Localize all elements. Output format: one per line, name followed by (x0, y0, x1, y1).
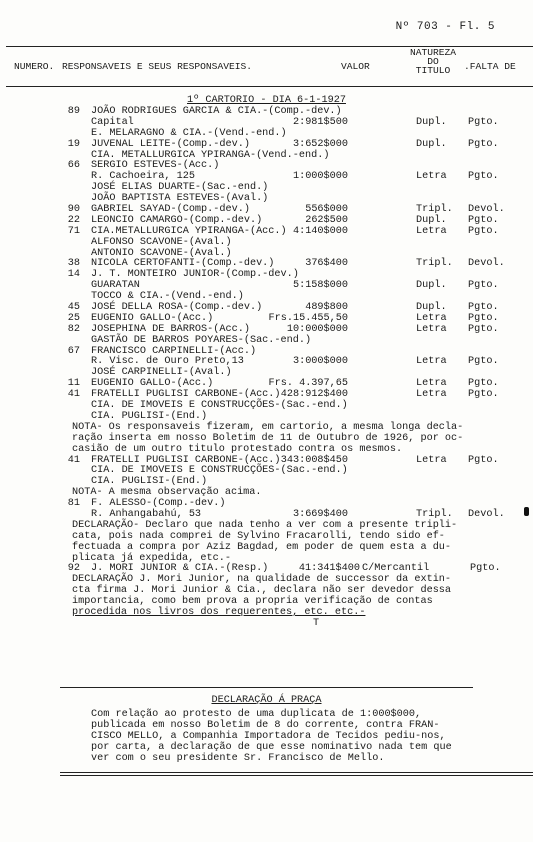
row-text: JOÃO RODRIGUES GARCIA & CIA.-(Comp.-dev.) (91, 106, 342, 117)
row-text: JOSÉ CARPINELLI-(Aval.) (91, 367, 232, 379)
row-number: 25 (67, 312, 80, 324)
row-value: 556$000 (305, 204, 348, 216)
row-text: JUVENAL LEITE-(Comp.-dev.) (91, 138, 250, 150)
section-rule (60, 687, 473, 688)
row-text: GUARATAN (91, 280, 140, 292)
row-titulo: Letra (416, 225, 447, 237)
row-number: 92 (67, 563, 80, 575)
row-number: 11 (67, 378, 80, 390)
praca-line: CISCO MELLO, a Companhia Importadora de Tecidos pediu-nos, (91, 731, 446, 742)
row-text: CIA. DE IMOVEIS E CONSTRUCÇÕES-(Sac.-end.) (91, 400, 348, 412)
row-text: EUGENIO GALLO-(Acc.) (91, 312, 214, 324)
row-value: 4:140$000 (292, 225, 348, 237)
declaracao-2-line: importancia, como bem prova a propria verificação de contas (72, 596, 433, 608)
table-row (0, 357, 533, 368)
row-titulo: Letra (416, 389, 447, 401)
row-value: 2:981$500 (292, 116, 348, 128)
nota-2: NOTA- A mesma observação acima. (72, 487, 262, 499)
table-row (0, 161, 533, 172)
row-text: J. MORI JUNIOR & CIA.-(Resp.) (91, 563, 269, 575)
row-falta: Pgto. (468, 171, 499, 183)
t-mark: T (313, 617, 320, 629)
header-natureza-line3: TITULO (415, 65, 451, 76)
row-falta: Pgto. (468, 138, 499, 150)
row-text: CIA. METALLURGICA YPIRANGA-(Vend.-end.) (91, 149, 330, 161)
row-text: ANTONIO SCAVONE-(Aval.) (91, 247, 232, 259)
protest-list (0, 107, 533, 630)
row-text: J. T. MONTEIRO JUNIOR-(Comp.-dev.) (91, 269, 299, 281)
row-value: Frs. 4.397,65 (268, 378, 348, 390)
row-value: 3:669$400 (292, 508, 348, 520)
row-titulo: Dupl. (416, 214, 447, 226)
table-row (0, 336, 533, 347)
row-text: JOSÉ DELLA ROSA-(Comp.-dev.) (91, 302, 263, 314)
row-text: CIA. PUGLISI-(End.) (91, 476, 208, 488)
protest-rows-third (0, 499, 533, 521)
row-falta: Pgto. (468, 356, 499, 368)
table-row (0, 227, 533, 238)
row-text: NICOLA CERTOFANTI-(Comp.-dev.) (91, 258, 275, 270)
row-titulo: Dupl. (416, 280, 447, 292)
row-text: JOÃO BAPTISTA ESTEVES-(Aval.) (91, 193, 269, 205)
header-valor: VALOR (341, 61, 370, 72)
table-row (0, 466, 533, 477)
page-reference: Nº 703 - Fl. 5 (395, 21, 495, 33)
row-falta: Pgto. (468, 214, 499, 226)
declaracao-2 (0, 575, 533, 619)
row-text: R. Visc. de Ouro Preto,13 (91, 356, 244, 368)
row-value: 428:912$400 (280, 389, 348, 401)
row-falta: Pgto. (468, 312, 499, 324)
table-row (0, 270, 533, 281)
row-value: 376$400 (305, 258, 348, 270)
row-text: E. MELARAGNO & CIA.-(Vend.-end.) (91, 127, 287, 139)
declaracao-2-line: cta firma J. Mori Junior & Cia., declara não ser devedor dessa (72, 585, 452, 597)
row-titulo: Letra (416, 171, 447, 183)
row-text: CIA. DE IMOVEIS E CONSTRUCÇÕES-(Sac.-end.) (91, 465, 348, 477)
row-falta: Pgto. (468, 280, 499, 292)
row-number: 89 (67, 106, 80, 117)
bottom-rule-1 (60, 772, 533, 773)
row-text: JOSEPHINA DE BARROS-(Acc.) (91, 323, 250, 335)
nota-1-line: casião de um outro titulo protestado contra os mesmos. (72, 443, 403, 455)
row-text: F. ALESSO-(Comp.-dev.) (91, 498, 226, 510)
row-value: 262$500 (305, 214, 348, 226)
row-falta: Devol. (468, 204, 505, 216)
row-falta: Pgto. (468, 454, 499, 466)
row-number: 67 (67, 345, 80, 357)
praca-body (0, 710, 533, 765)
row-text: FRATELLI PUGLISI CARBONE-(Acc.) (91, 454, 281, 466)
row-value: 41:341$400 (298, 563, 360, 575)
row-titulo: Dupl. (416, 138, 447, 150)
row-titulo: C/Mercantil (362, 563, 430, 575)
t-mark-row (0, 619, 533, 630)
row-falta: Pgto. (468, 225, 499, 237)
row-number: 82 (67, 323, 80, 335)
row-falta: Devol. (468, 508, 505, 520)
row-falta: Pgto. (470, 563, 501, 575)
row-falta: Pgto. (468, 389, 499, 401)
nota-1-line: ração inserta em nosso Boletim de 11 de Outubro de 1926, por oc- (72, 432, 464, 444)
row-text: JOSÉ ELIAS DUARTE-(Sac.-end.) (91, 182, 269, 194)
row-number: 90 (67, 204, 80, 216)
row-text: EUGENIO GALLO-(Acc.) (91, 378, 214, 390)
table-row (0, 347, 533, 358)
row-text: FRATELLI PUGLISI CARBONE-(Acc.) (91, 389, 281, 401)
protest-rows-main (0, 107, 533, 423)
row-value: 10:000$000 (286, 323, 348, 335)
bottom-rule-2 (60, 775, 533, 776)
table-row (0, 107, 533, 118)
declaracao-2-line: procedida nos livros dos requerentes, etc. etc.- (72, 606, 366, 618)
row-falta: Pgto. (468, 116, 499, 128)
row-value: 3:652$000 (292, 138, 348, 150)
declaracao-1-line: fectuada a compra por Aziz Bagdad, em poder de quem esta a du- (72, 541, 452, 553)
row-falta: Pgto. (468, 378, 499, 390)
row-titulo: Letra (416, 378, 447, 390)
row-number: 45 (67, 302, 80, 314)
praca-line: por carta, a declaração de que esse nominativo nada tem que (91, 742, 452, 753)
row-number: 41 (67, 389, 80, 401)
table-row (0, 401, 533, 412)
row-value: 5:158$000 (292, 280, 348, 292)
row-titulo: Tripl. (416, 508, 453, 520)
praca-line: Com relação ao protesto de uma duplicata de 1:000$000, (91, 709, 422, 720)
header-falta: .FALTA DE (464, 61, 516, 72)
row-titulo: Tripl. (416, 258, 453, 270)
row-falta: Devol. (468, 258, 505, 270)
row-number: 14 (67, 269, 80, 281)
row-titulo: Letra (416, 356, 447, 368)
row-falta: Pgto. (468, 302, 499, 314)
header-natureza-line1: NATUREZA (409, 47, 457, 58)
row-titulo: Letra (416, 323, 447, 335)
praca-line: ver com o seu presidente Sr. Francisco de Mello. (91, 753, 385, 764)
nota-1 (0, 423, 533, 456)
nota-1-line: NOTA- Os responsaveis fizeram, em cartorio, a mesma longa decla- (72, 421, 464, 433)
header-responsaveis: RESPONSAVEIS E SEUS RESPONSAVEIS. (62, 61, 252, 72)
row-titulo: Tripl. (416, 204, 453, 216)
declaracao-1-line: cata, pois nada comprei de Sylvino Fracarolli, tendo sido ef- (72, 530, 445, 542)
row-text: GASTÃO DE BARROS POYARES-(Sac.-end.) (91, 334, 312, 346)
row-number: 81 (67, 498, 80, 510)
declaracao-1 (0, 521, 533, 565)
header-natureza-line2: DO (427, 56, 439, 67)
praca-title-text: DECLARAÇÃO Á PRAÇA (211, 695, 322, 706)
row-value: Frs.15.455,50 (268, 312, 348, 324)
declaracao-1-line: DECLARAÇÃO- Declaro que nada tenho a ver com a presente tripli- (72, 519, 458, 531)
praca-line: publicada em nosso Boletim de 8 do corrente, contra FRAN- (91, 720, 440, 731)
row-falta: Pgto. (468, 323, 499, 335)
row-titulo: Dupl. (416, 116, 447, 128)
header-natureza (398, 48, 468, 75)
row-text: GABRIEL SAYAD-(Comp.-dev.) (91, 204, 250, 216)
row-value: 489$800 (305, 302, 348, 314)
header-bottom-rule (6, 86, 533, 87)
header-numero: NUMERO. (14, 61, 55, 72)
row-number: 66 (67, 160, 80, 172)
row-text: R. Cachoeira, 125 (91, 171, 195, 183)
row-text: FRANCISCO CARPINELLI-(Acc.) (91, 345, 257, 357)
column-header (0, 47, 533, 82)
ink-speck (524, 507, 529, 516)
row-number: 71 (67, 225, 80, 237)
praca-title (0, 696, 533, 707)
table-row (0, 238, 533, 249)
row-text: CIA.METALLURGICA YPIRANGA-(Acc.) (91, 225, 287, 237)
declaracao-1-line: plicata já expedida, etc.- (72, 552, 231, 564)
row-titulo: Dupl. (416, 302, 447, 314)
row-text: R. Anhangabahú, 53 (91, 508, 202, 520)
row-text: SERGIO ESTEVES-(Acc.) (91, 160, 220, 172)
cartorio-date: 1º CARTORIO - DIA 6-1-1927 (187, 95, 346, 106)
row-titulo: Letra (416, 454, 447, 466)
row-titulo: Letra (416, 312, 447, 324)
row-value: 343:008$450 (280, 454, 348, 466)
table-row (0, 281, 533, 292)
table-row (0, 499, 533, 510)
table-row (0, 140, 533, 151)
declaracao-2-line: DECLARAÇÃO J. Mori Junior, na qualidade de successor da extin- (72, 574, 452, 586)
row-text: Capital (91, 116, 134, 128)
row-value: 3:000$000 (292, 356, 348, 368)
row-text: ALFONSO SCAVONE-(Aval.) (91, 236, 232, 248)
row-number: 41 (67, 454, 80, 466)
row-value: 1:000$000 (292, 171, 348, 183)
row-text: CIA. PUGLISI-(End.) (91, 410, 208, 422)
row-text: LEONCIO CAMARGO-(Comp.-dev.) (91, 214, 263, 226)
row-number: 38 (67, 258, 80, 270)
row-number: 22 (67, 214, 80, 226)
row-number: 19 (67, 138, 80, 150)
protest-rows-second (0, 456, 533, 489)
row-text: TOCCO & CIA.-(Vend.-end.) (91, 291, 244, 303)
